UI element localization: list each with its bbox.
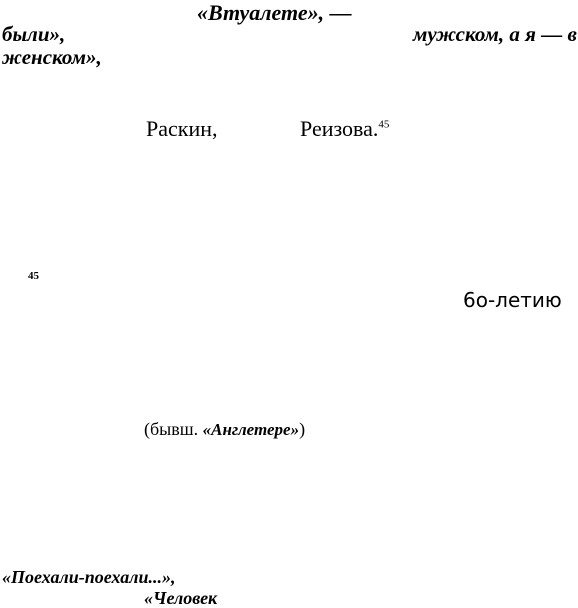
anniversary-text: 6о-летию (463, 288, 562, 312)
name-reizova (300, 118, 389, 140)
hotel-byvsh: (бывш. (144, 419, 199, 439)
quote-v-tualete: «Втуалете», — (197, 0, 352, 25)
footnote-marker: 45 (378, 118, 390, 131)
name-reizova-text: Реизова. (300, 116, 379, 141)
hotel-angletere: «Англетере» (202, 420, 300, 439)
quote-poekhali: «Поехали-поехали...», (2, 567, 176, 587)
hotel-close-paren: ) (299, 419, 306, 439)
footnote-number: 45 (28, 270, 39, 282)
quote-byli: были», (2, 22, 66, 46)
name-raskin: Раскин, (146, 116, 218, 141)
hotel-line (144, 420, 305, 438)
quote-zhenskom: женском», (2, 45, 102, 69)
quote-chelovek: «Человек (144, 588, 218, 608)
quote-muzhskom: мужском, а я — в (413, 22, 577, 46)
